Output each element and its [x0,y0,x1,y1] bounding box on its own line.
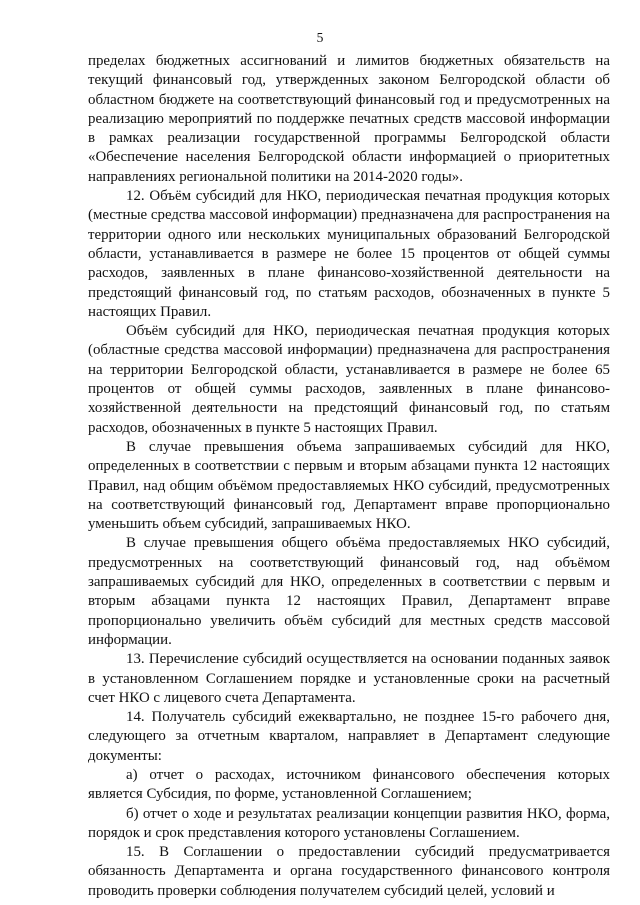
paragraph-item-12: 12. Объём субсидий для НКО, периодическая печатная продукция которых (местные средства массовой информации) предназначена для распространения на территории одного или нескольких муниципальных образований Белгородской области, устанавливается в размере не более 15 процентов от общей суммы расходов, заявленных в плане финансово-хозяйственной деятельности на предстоящий финансовый год, по статьям расходов, обозначенных в пункте 5 настоящих Правил. [88,188,610,320]
document-body [88,52,610,901]
paragraph-item-14a: а) отчет о расходах, источником финансового обеспечения которых является Субсидия, по форме, установленной Соглашением; [88,766,610,803]
paragraph-item-14b: б) отчет о ходе и результатах реализации концепции развития НКО, форма, порядок и срок представления которого установлены Соглашением. [88,805,610,841]
paragraph-item-12-excess-requested: В случае превышения объема запрашиваемых субсидий для НКО, определенных в соответствии с первым и вторым абзацами пункта 12 настоящих Правил, над общим объёмом предоставляемых НКО субсидий, предусмотренных на соответствующий финансовый год, Департамент вправе пропорционально уменьшить объем субсидий, запрашиваемых НКО. [88,438,610,533]
page-number: 5 [316,30,324,45]
paragraph-item-14: 14. Получатель субсидий ежеквартально, не позднее 15-го рабочего дня, следующего за отчетным кварталом, направляет в Департамент следующие документы: [88,709,610,764]
paragraph-item-13: 13. Перечисление субсидий осуществляется на основании поданных заявок в установленном Соглашением порядке и установленные сроки на расчетный счет НКО с лицевого счета Департамента. [88,651,610,706]
paragraph-item-15: 15. В Соглашении о предоставлении субсидий предусматривается обязанность Департамента и органа государственного финансового контроля проводить проверки соблюдения получателем субсидий целей, условий и [88,844,610,899]
paragraph-continuation: пределах бюджетных ассигнований и лимитов бюджетных обязательств на текущий финансовый год, утвержденных законом Белгородской области об областном бюджете на соответствующий финансовый год и предусмотренных на реализацию мероприятий по поддержке печатных средств массовой информации в рамках реализации государственной программы Белгородской области «Обеспечение населения Белгородской области информацией о приоритетных направлениях региональной политики на 2014-2020 годы». [88,53,610,185]
paragraph-item-12-excess-provided: В случае превышения общего объёма предоставляемых НКО субсидий, предусмотренных на соответствующий финансовый год, над объёмом запрашиваемых субсидий для НКО, определенных в соответствии с первым и вторым абзацами пункта 12 настоящих Правил, Департамент вправе пропорционально увеличить объём субсидий для местных средств массовой информации. [88,535,610,648]
paragraph-item-12-regional: Объём субсидий для НКО, периодическая печатная продукция которых (областные средства массовой информации) предназначена для распространения на территории Белгородской области, устанавливается в размере не более 65 процентов от общей суммы расходов, заявленных в плане финансово-хозяйственной деятельности на предстоящий финансовый год, по статьям расходов, обозначенных в пункте 5 настоящих Правил. [88,323,610,436]
